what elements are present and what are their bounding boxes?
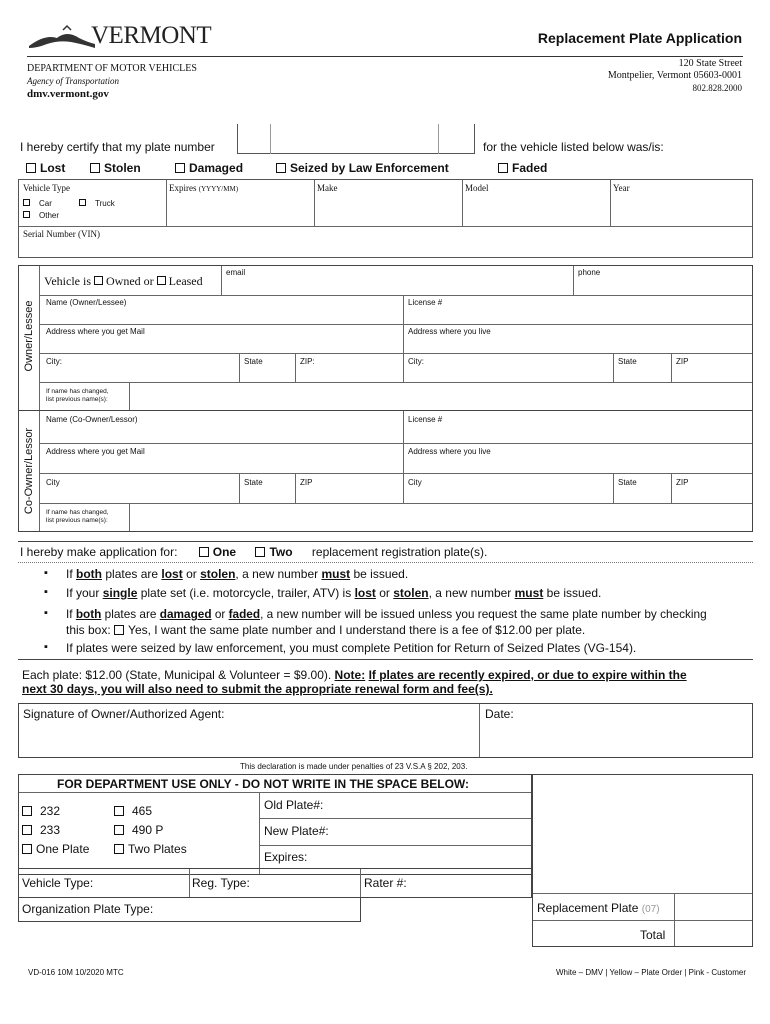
phone-label: phone bbox=[578, 268, 601, 277]
coowner-city-label: City bbox=[46, 478, 60, 487]
form-id: VD-016 10M 10/2020 MTC bbox=[28, 968, 124, 977]
vehicle-is: Vehicle is Owned or Leased bbox=[44, 274, 203, 288]
dept-vehicle-type-label: Vehicle Type: bbox=[22, 876, 94, 890]
totals-box bbox=[532, 774, 753, 947]
dept-expires-label: Expires: bbox=[264, 850, 308, 864]
website: dmv.vermont.gov bbox=[27, 88, 109, 100]
replacement-plate-label: Replacement Plate (07) bbox=[537, 901, 660, 915]
bullet-3-icon: ▪ bbox=[44, 607, 48, 619]
owner-live-address-label: Address where you live bbox=[408, 327, 491, 336]
vin-label: Serial Number (VIN) bbox=[23, 229, 100, 239]
rule-single-lost: If your single plate set (i.e. motorcycle, trailer, ATV) is lost or stolen, a new number must be issued. bbox=[66, 586, 602, 600]
bullet-1-icon: ▪ bbox=[44, 567, 48, 579]
org-plate-label: Organization Plate Type: bbox=[22, 902, 154, 916]
coowner-state-label: State bbox=[244, 478, 263, 487]
date-field[interactable] bbox=[482, 720, 750, 756]
dept-vehicle-row bbox=[18, 868, 532, 898]
owner-license-label: License # bbox=[408, 298, 443, 307]
code-465[interactable]: 465 bbox=[114, 804, 152, 818]
signature-field[interactable] bbox=[20, 720, 476, 756]
owner-section bbox=[18, 265, 753, 411]
owner-name-label: Name (Owner/Lessee) bbox=[46, 298, 127, 307]
apply-two[interactable]: Two bbox=[255, 545, 292, 559]
form-title: Replacement Plate Application bbox=[537, 30, 742, 46]
vehicle-table bbox=[18, 179, 753, 258]
coowner-side-label: Co-Owner/Lessor bbox=[23, 427, 35, 515]
old-plate-label: Old Plate#: bbox=[264, 798, 324, 812]
reg-type-label: Reg. Type: bbox=[192, 876, 250, 890]
email-label: email bbox=[226, 268, 246, 277]
signature-label: Signature of Owner/Authorized Agent: bbox=[23, 707, 225, 721]
code-233[interactable]: 233 bbox=[22, 823, 60, 837]
mountain-logo-icon bbox=[27, 24, 97, 52]
type-car[interactable]: Car bbox=[23, 199, 52, 208]
rater-label: Rater #: bbox=[364, 876, 407, 890]
model-label: Model bbox=[465, 183, 489, 193]
owner-zip-label: ZIP: bbox=[300, 357, 315, 366]
owner-city-label: City: bbox=[46, 357, 62, 366]
option-lost[interactable]: Lost bbox=[26, 161, 65, 175]
option-faded[interactable]: Faded bbox=[498, 161, 547, 175]
fee-note: Each plate: $12.00 (State, Municipal & Volunteer = $9.00). Note: If plates are recently expired, or due to expire within the next 30 days, you will also need to submit the appropriate renewal form and fee(s). bbox=[22, 668, 687, 696]
dept-use-title: FOR DEPARTMENT USE ONLY - DO NOT WRITE IN THE SPACE BELOW: bbox=[57, 777, 470, 791]
coowner-state2-label: State bbox=[618, 478, 637, 487]
declaration-text: This declaration is made under penalties of 23 V.S.A § 202, 203. bbox=[240, 762, 468, 771]
code-232[interactable]: 232 bbox=[22, 804, 60, 818]
coowner-section bbox=[18, 410, 753, 532]
coowner-name-label: Name (Co-Owner/Lessor) bbox=[46, 415, 138, 424]
leased-checkbox[interactable] bbox=[157, 276, 166, 285]
vermont-logo bbox=[27, 22, 212, 52]
street-address: 120 State Street bbox=[678, 58, 742, 69]
apply-one[interactable]: One bbox=[199, 545, 236, 559]
expires-label: Expires (YYYY/MM) bbox=[169, 183, 239, 193]
code-490p[interactable]: 490 P bbox=[114, 823, 163, 837]
rule-both-lost: If both plates are lost or stolen, a new number must be issued. bbox=[66, 567, 409, 581]
owner-side-label: Owner/Lessee bbox=[23, 300, 35, 372]
type-truck[interactable]: Truck bbox=[79, 199, 115, 208]
rule-damaged-faded: If both plates are damaged or faded, a new number will be issued unless you request the same plate number by checking this box: Yes, I want the same plate number and I understand there is a fee of $12.00 per plate. bbox=[66, 607, 707, 637]
application-row: I hereby make application for: One Two replacement registration plate(s). bbox=[18, 541, 753, 563]
owned-checkbox[interactable] bbox=[94, 276, 103, 285]
option-seized[interactable]: Seized by Law Enforcement bbox=[276, 161, 449, 175]
total-label: Total bbox=[640, 928, 666, 942]
type-other[interactable]: Other bbox=[23, 211, 59, 220]
owner-zip2-label: ZIP bbox=[676, 357, 689, 366]
option-damaged[interactable]: Damaged bbox=[175, 161, 243, 175]
date-label: Date: bbox=[485, 707, 514, 721]
one-plate[interactable]: One Plate bbox=[22, 842, 89, 856]
bullet-4-icon: ▪ bbox=[44, 641, 48, 653]
rule-seized: If plates were seized by law enforcement, you must complete Petition for Return of Seized Plates (VG-154). bbox=[66, 641, 637, 655]
make-label: Make bbox=[317, 183, 338, 193]
owner-prev-name-label: If name has changed, list previous name(s): bbox=[46, 388, 109, 403]
dept-name: DEPARTMENT OF MOTOR VEHICLES bbox=[27, 63, 197, 74]
certify-lead: I hereby certify that my plate number bbox=[20, 140, 215, 154]
owner-mail-address-label: Address where you get Mail bbox=[46, 327, 145, 336]
coowner-live-address-label: Address where you live bbox=[408, 447, 491, 456]
two-plates[interactable]: Two Plates bbox=[114, 842, 187, 856]
owner-city2-label: City: bbox=[408, 357, 424, 366]
year-label: Year bbox=[613, 183, 630, 193]
owner-state2-label: State bbox=[618, 357, 637, 366]
coowner-zip2-label: ZIP bbox=[676, 478, 689, 487]
copy-distribution: White – DMV | Yellow – Plate Order | Pink - Customer bbox=[555, 968, 746, 977]
new-plate-label: New Plate#: bbox=[264, 824, 329, 838]
coowner-city2-label: City bbox=[408, 478, 422, 487]
coowner-zip-label: ZIP bbox=[300, 478, 313, 487]
phone-number: 802.828.2000 bbox=[692, 83, 742, 93]
vehicle-type-label: Vehicle Type bbox=[23, 183, 70, 193]
same-plate-checkbox[interactable] bbox=[114, 625, 124, 635]
certify-trail: for the vehicle listed below was/is: bbox=[483, 140, 664, 154]
coowner-mail-address-label: Address where you get Mail bbox=[46, 447, 145, 456]
logo-wordmark: VERMONT bbox=[91, 22, 212, 49]
agency-name: Agency of Transportation bbox=[27, 76, 119, 86]
plate-number-field[interactable] bbox=[237, 124, 475, 154]
option-stolen[interactable]: Stolen bbox=[90, 161, 141, 175]
owner-state-label: State bbox=[244, 357, 263, 366]
bullet-2-icon: ▪ bbox=[44, 586, 48, 598]
coowner-license-label: License # bbox=[408, 415, 443, 424]
coowner-prev-name-label: If name has changed, list previous name(s): bbox=[46, 509, 109, 524]
city-address: Montpelier, Vermont 05603-0001 bbox=[607, 70, 742, 81]
